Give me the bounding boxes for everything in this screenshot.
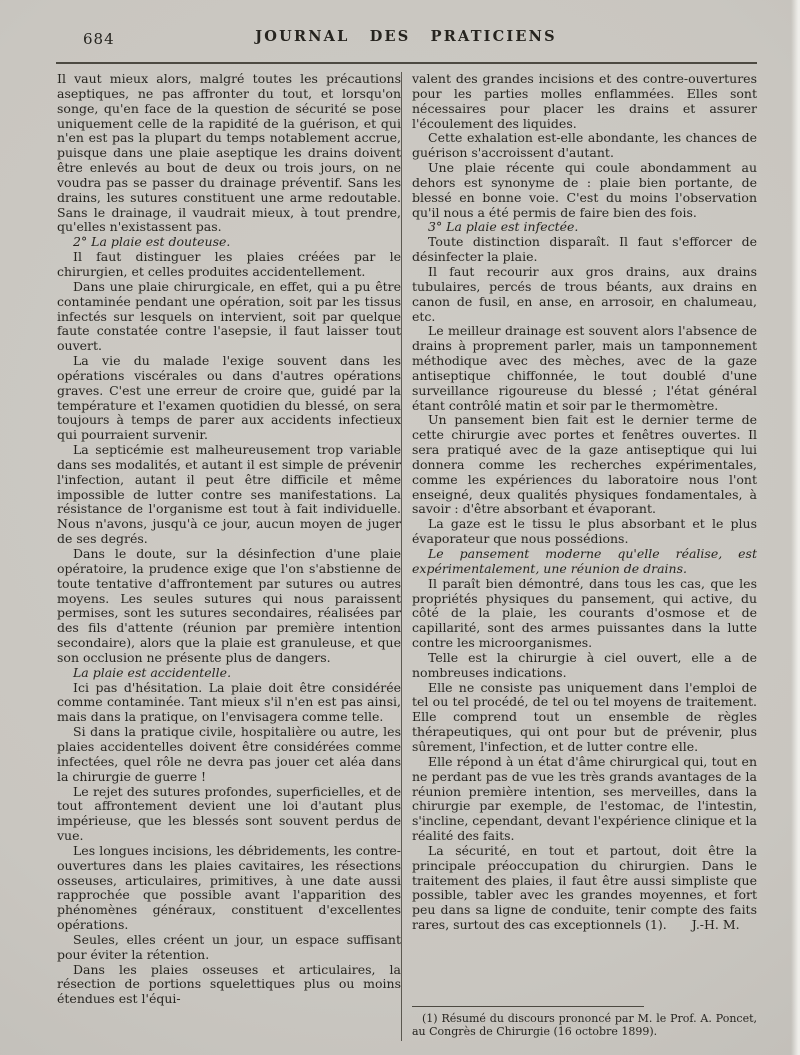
column-divider bbox=[401, 72, 402, 1041]
section-heading-left-1: 2° La plaie est douteuse. bbox=[73, 234, 231, 250]
paragraph-left-5: La septicémie est malheureusement trop variable dans ses modalités, et autant il est simple de prévenir l'infection, autant il peut être difficile et même impossible de lutter contre ses manifestations. La résistance de l'organisme est tout à fait individuelle. Nous n'avons, jusqu'à ce jour, aucun moyen de juger de ses degrés. bbox=[57, 442, 401, 547]
paragraph-left-10: Le rejet des sutures profondes, superficielles, et de tout affrontement devient une loi d'autant plus impérieuse, que les blessés sont souvent perdus de vue. bbox=[57, 783, 401, 844]
journal-title: JOURNAL DES PRATICIENS bbox=[255, 28, 557, 45]
section-heading-left-7: La plaie est accidentelle. bbox=[73, 664, 232, 680]
page-number: 684 bbox=[83, 30, 115, 48]
scan-edge bbox=[791, 0, 800, 1055]
article-columns bbox=[57, 72, 757, 1041]
footnote-rule bbox=[412, 1006, 644, 1007]
paragraph-left-12: Seules, elles créent un jour, un espace suffisant pour éviter la rétention. bbox=[57, 931, 401, 962]
paragraph-left-11: Les longues incisions, les débridements, les contre-ouvertures dans les plaies cavitaires, les résections osseuses, articulaires, primitives, à une date aussi rapprochée que possible avant l'apparition des phénomènes généraux, constituent d'excellentes opérations. bbox=[57, 842, 401, 933]
paragraph-right-10: Il paraît bien démontré, dans tous les cas, que les propriétés physiques du pansement, qui active, du côté de la plaie, les courants d'osmose et de capillarité, sont des armes puissantes dans la lutte contre les microorganismes. bbox=[412, 575, 757, 651]
header-rule bbox=[56, 62, 757, 64]
paragraph-left-13: Dans les plaies osseuses et articulaires, la résection de portions squelettiques plus ou moins étendues est l'équi- bbox=[57, 961, 401, 1007]
paragraph-right-5: Il faut recourir aux gros drains, aux drains tubulaires, percés de trous béants, aux drains en canon de fusil, en anse, en arrosoir, en chalumeau, etc. bbox=[412, 263, 757, 324]
paragraph-right-11: Telle est la chirurgie à ciel ouvert, elle a de nombreuses indications. bbox=[412, 649, 757, 680]
section-heading-right-9: Le pansement moderne qu'elle réalise, est expérimentalement, une réunion de drains. bbox=[412, 546, 757, 576]
section-heading-right-3: 3° La plaie est infectée. bbox=[428, 219, 579, 235]
paragraph-right-12: Elle ne consiste pas uniquement dans l'emploi de tel ou tel procédé, de tel ou tel moyens de traitement. Elle comprend tout un ensemble de règles thérapeutiques, qui ont pour but de prévenir, plus sûrement, l'infection, et de lutter contre elle. bbox=[412, 679, 757, 754]
right-column bbox=[412, 72, 757, 1041]
paragraph-right-2: Une plaie récente qui coule abondamment au dehors est synonyme de : plaie bien portante, de blessé en bonne voie. C'est du moins l'observation qu'il nous a été permis de faire bien des fois. bbox=[412, 160, 757, 220]
paragraph-left-8: Ici pas d'hésitation. La plaie doit être considérée comme contaminée. Tant mieux s'il n'en est pas ainsi, mais dans la pratique, on l'envisagera comme telle. bbox=[57, 679, 401, 725]
right-column-text bbox=[412, 72, 757, 933]
paragraph-right-4: Toute distinction disparaît. Il faut s'efforcer de désinfecter la plaie. bbox=[412, 234, 757, 265]
paragraph-right-0: valent des grandes incisions et des contre-ouvertures pour les parties molles enflammées. Elles sont nécessaires pour placer les drains et assurer l'écoulement des liquides. bbox=[412, 72, 757, 131]
paragraph-right-1: Cette exhalation est-elle abondante, les chances de guérison s'accroissent d'autant. bbox=[412, 130, 757, 161]
paragraph-left-0: Il vaut mieux alors, malgré toutes les précautions aseptiques, ne pas affronter du tout, et lorsqu'on songe, qu'en face de la question de sécurité se pose uniquement celle de la rapidité de la guérison, et qui n'en est pas la plupart du temps notablement accrue, puisque dans une plaie aseptique les drains doivent être enlevés au bout de deux ou trois jours, on ne voudra pas se passer du drainage préventif. Sans les drains, les sutures constituent une arme redoutable. Sans le drainage, il vaudrait mieux, à tout prendre, qu'elles n'existassent pas. bbox=[57, 72, 401, 235]
paragraph-right-14: La sécurité, en tout et partout, doit être la principale préoccupation du chirurgien. Dans le traitement des plaies, il faut être aussi simpliste que possible, tabler avec les grandes moyennes, et fort peu dans sa ligne de conduite, tenir compte des faits rares, surtout des cas exceptionnels (1). J.-H. M. bbox=[412, 842, 757, 933]
paragraph-right-6: Le meilleur drainage est souvent alors l'absence de drains à proprement parler, mais un tamponnement méthodique avec des mèches, avec de la gaze antiseptique chiffonnée, le tout doublé d'une surveillance rigoureuse du blessé ; l'état général étant contrôlé matin et soir par le thermomètre. bbox=[412, 323, 757, 413]
paragraph-left-6: Dans le doute, sur la désinfection d'une plaie opératoire, la prudence exige que l'on s'abstienne de toute tentative d'affrontement par sutures ou autres moyens. Les seules sutures qui nous paraissent permises, sont les sutures secondaires, réalisées par des fils d'attente (réunion par première intention secondaire), alors que la plaie est granuleuse, et que son occlusion ne présente plus de dangers. bbox=[57, 546, 401, 665]
paragraph-left-4: La vie du malade l'exige souvent dans les opérations viscérales ou dans d'autres opérations graves. C'est une erreur de croire que, guidé par la température et l'examen quotidien du blessé, on sera toujours à temps de parer aux accidents infectieux qui pourraient survenir. bbox=[57, 353, 401, 443]
paragraph-left-2: Il faut distinguer les plaies créées par le chirurgien, et celles produites accidentellement. bbox=[57, 249, 401, 279]
page-header bbox=[57, 28, 755, 54]
paragraph-right-8: La gaze est le tissu le plus absorbant et le plus évaporateur que nous possédions. bbox=[412, 516, 757, 547]
paragraph-left-3: Dans une plaie chirurgicale, en effet, qui a pu être contaminée pendant une opération, soit par les tissus infectés sur lesquels on intervient, soit par quelque faute constatée contre l'asepsie, il faut laisser tout ouvert. bbox=[57, 278, 401, 354]
paragraph-left-9: Si dans la pratique civile, hospitalière ou autre, les plaies accidentelles doivent être considérées comme infectées, quel rôle ne devra pas jouer cet aléa dans la chirurgie de guerre ! bbox=[57, 724, 401, 784]
left-column bbox=[57, 72, 401, 1041]
paragraph-right-7: Un pansement bien fait est le dernier terme de cette chirurgie avec portes et fenêtres ouvertes. Il sera pratiqué avec de la gaze antiseptique qui lui donnera comme les recherches expérimentales, comme les expériences du laboratoire nous l'ont enseigné, deux qualités physiques fondamentales, à savoir : d'être absorbant et évaporant. bbox=[412, 412, 757, 517]
footnote-block bbox=[412, 999, 757, 1041]
footnote-text: (1) Résumé du discours prononcé par M. le Prof. A. Poncet, au Congrès de Chirurgie (16 octobre 1899). bbox=[412, 1011, 757, 1039]
paragraph-right-13: Elle répond à un état d'âme chirurgical qui, tout en ne perdant pas de vue les très grands avantages de la réunion première intention, ses merveilles, dans la chirurgie par exemple, de l'estomac, de l'intestin, s'incline, cependant, devant l'expérience clinique et la réalité des faits. bbox=[412, 753, 757, 844]
